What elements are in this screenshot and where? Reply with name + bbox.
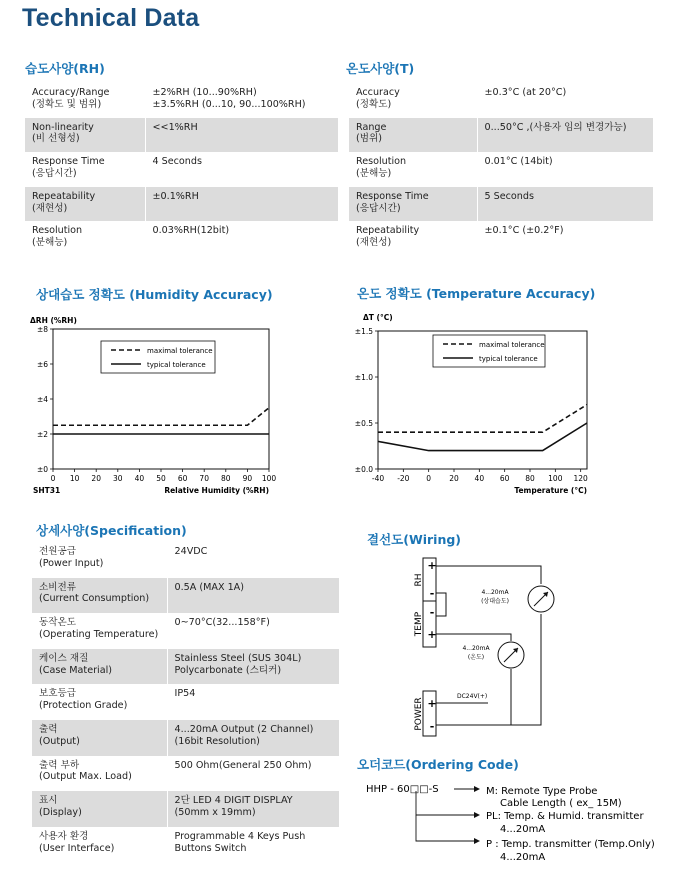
power-minus-terminal: - — [429, 720, 435, 733]
option-p-detail: 4...20mA — [500, 852, 546, 863]
spec-label: Resolution (분해능) — [25, 221, 145, 256]
spec-label: 사용자 환경 (User Interface) — [32, 827, 167, 863]
specification-table — [32, 542, 339, 862]
rh-terminal-label: RH — [414, 573, 424, 587]
x-tick-label: -20 — [397, 474, 410, 483]
x-tick-label: 80 — [221, 474, 231, 483]
option-pl-detail: 4...20mA — [500, 824, 546, 835]
spec-label: Range (범위) — [349, 118, 477, 153]
x-tick-label: 100 — [261, 474, 277, 483]
spec-label: 출력 (Output) — [32, 720, 167, 756]
humidity-spec-table — [25, 83, 338, 256]
humidity-spec-row — [25, 152, 338, 187]
x-axis-label: Relative Humidity (%RH) — [164, 486, 269, 495]
legend-label: maximal tolerance — [479, 341, 545, 349]
spec-label: 보호등급 (Protection Grade) — [32, 684, 167, 720]
supply-label: DC24V(+) — [457, 693, 488, 700]
spec-value: 4...20mA Output (2 Channel) (16bit Resolution) — [167, 720, 339, 756]
spec-value: 2단 LED 4 DIGIT DISPLAY (50mm x 19mm) — [167, 791, 339, 827]
temp-terminal-label: TEMP — [414, 611, 424, 637]
spec-value: 0...50°C ,(사용자 임의 변경가능) — [477, 118, 653, 153]
spec-value: 0.03%RH(12bit) — [152, 225, 230, 237]
x-tick-label: 50 — [156, 474, 166, 483]
spec-label: 출력 부하 (Output Max. Load) — [32, 756, 167, 792]
option-pl: PL: Temp. & Humid. transmitter — [486, 811, 644, 822]
x-tick-label: -40 — [371, 474, 385, 483]
spec-value: ±0.3°C (at 20°C) — [484, 87, 567, 98]
y-tick-label: ±8 — [36, 325, 48, 334]
y-tick-label: ±0.0 — [354, 465, 373, 474]
y-axis-label: ΔRH (%RH) — [30, 316, 77, 325]
y-axis-label: ΔT (°C) — [363, 313, 393, 322]
temperature-spec-row — [349, 187, 653, 222]
x-tick-label: 20 — [449, 474, 459, 483]
x-tick-label: 60 — [177, 474, 188, 483]
option-p: P : Temp. transmitter (Temp.Only) — [486, 839, 655, 850]
spec-value: Programmable 4 Keys Push Buttons Switch — [174, 830, 306, 854]
x-tick-label: 80 — [525, 474, 535, 483]
y-tick-label: ±6 — [36, 360, 48, 369]
humidity-spec-row — [25, 83, 338, 118]
spec-value: ±2%RH (10...90%RH) ±3.5%RH (0...10, 90...100%RH) — [152, 87, 306, 110]
maximal-tolerance-line — [378, 405, 587, 433]
y-tick-label: ±0 — [36, 465, 48, 474]
temp-plus-terminal: + — [427, 628, 437, 641]
y-tick-label: ±4 — [36, 395, 48, 404]
spec-value: 5 Seconds — [477, 187, 653, 222]
spec-value: 24VDC — [174, 546, 208, 557]
x-tick-label: 40 — [134, 474, 145, 483]
spec-label: Repeatability (재현성) — [349, 221, 477, 256]
spec-label: Accuracy (정확도) — [349, 83, 477, 118]
sensor-label: SHT31 — [33, 486, 61, 495]
spec-label: 전원공급 (Power Input) — [32, 542, 167, 578]
spec-label: Accuracy/Range (정확도 및 범위) — [25, 83, 145, 118]
specification-row — [32, 542, 339, 578]
y-tick-label: ±0.5 — [354, 419, 373, 428]
spec-label: 표시 (Display) — [32, 791, 167, 827]
temperature-spec-row — [349, 152, 653, 187]
rh-output-label: 4...20mA — [481, 589, 509, 596]
spec-value: Stainless Steel (SUS 304L) Polycarbonate (스티커) — [167, 649, 339, 685]
y-tick-label: ±1.5 — [354, 327, 373, 336]
x-tick-label: 60 — [499, 474, 510, 483]
wiring-title: 결선도(Wiring) — [367, 532, 462, 547]
humidity-chart-title: 상대습도 정확도 (Humidity Accuracy) — [36, 287, 273, 302]
spec-value: IP54 — [174, 688, 196, 700]
specification-row — [32, 756, 339, 792]
spec-label: Repeatability (재현성) — [25, 187, 145, 222]
spec-label: Response Time (응답시간) — [349, 187, 477, 222]
spec-value: ±0.1°C (±0.2°F) — [484, 225, 564, 237]
spec-label: Response Time (응답시간) — [25, 152, 145, 187]
x-tick-label: 30 — [113, 474, 123, 483]
x-axis-label: Temperature (°C) — [514, 486, 587, 495]
temp-output-sublabel: (온도) — [467, 654, 485, 661]
spec-label: 케이스 재질 (Case Material) — [32, 649, 167, 685]
x-tick-label: 120 — [573, 474, 588, 483]
rh-minus-terminal: - — [429, 587, 435, 600]
temperature-spec-row — [349, 118, 653, 153]
temp-output-label: 4...20mA — [462, 645, 490, 652]
spec-label: Resolution (분해능) — [349, 152, 477, 187]
ordering-code-title: 오더코드(Ordering Code) — [357, 757, 519, 772]
maximal-tolerance-line — [53, 408, 269, 426]
spec-value: 0~70°C(32...158°F) — [174, 617, 270, 629]
ordering-code-diagram — [340, 775, 670, 867]
spec-value: 4 Seconds — [152, 156, 202, 168]
humidity-spec-row — [25, 187, 338, 222]
option-m-detail: Cable Length ( ex_ 15M) — [500, 798, 622, 809]
humidity-spec-row — [25, 118, 338, 153]
page-title: Technical Data — [22, 4, 200, 32]
ordering-code-text: HHP - 60□□-S — [366, 784, 439, 795]
humidity-spec-title: 습도사양(RH) — [25, 61, 105, 76]
x-tick-label: 10 — [69, 474, 80, 483]
x-tick-label: 90 — [242, 474, 253, 483]
legend-label: maximal tolerance — [147, 347, 213, 355]
spec-label: Non-linearity (비 선형성) — [25, 118, 145, 153]
temp-minus-terminal: - — [429, 606, 435, 619]
option-m: M: Remote Type Probe — [486, 786, 598, 797]
specification-row — [32, 720, 339, 756]
y-tick-label: ±2 — [36, 430, 48, 439]
humidity-accuracy-chart — [25, 310, 295, 505]
temperature-spec-row — [349, 221, 653, 256]
specification-row — [32, 649, 339, 685]
legend-label: typical tolerance — [479, 355, 538, 363]
power-terminal-label: POWER — [414, 697, 424, 731]
specification-row — [32, 791, 339, 827]
spec-value: <<1%RH — [145, 118, 338, 153]
x-tick-label: 70 — [199, 474, 209, 483]
x-tick-label: 0 — [50, 474, 56, 483]
temperature-spec-row — [349, 83, 653, 118]
specification-row — [32, 827, 339, 863]
temperature-chart-title: 온도 정확도 (Temperature Accuracy) — [357, 286, 596, 301]
wiring-diagram — [410, 548, 600, 748]
specification-row — [32, 613, 339, 649]
temperature-spec-table — [349, 83, 653, 256]
spec-value: 500 Ohm(General 250 Ohm) — [174, 759, 312, 771]
legend-label: typical tolerance — [147, 361, 206, 369]
specification-row — [32, 578, 339, 614]
temperature-accuracy-chart — [345, 308, 595, 508]
temperature-spec-title: 온도사양(T) — [346, 61, 415, 76]
rh-output-sublabel: (상대습도) — [481, 598, 509, 605]
x-tick-label: 0 — [426, 474, 432, 483]
specification-title: 상세사양(Specification) — [36, 523, 187, 538]
specification-row — [32, 684, 339, 720]
y-tick-label: ±1.0 — [354, 373, 373, 382]
rh-plus-terminal: + — [427, 559, 437, 572]
spec-label: 동작온도 (Operating Temperature) — [32, 613, 167, 649]
x-tick-label: 20 — [91, 474, 101, 483]
humidity-spec-row — [25, 221, 338, 256]
typical-tolerance-line — [378, 423, 587, 451]
spec-value: 0.5A (MAX 1A) — [167, 578, 339, 614]
x-tick-label: 40 — [474, 474, 485, 483]
spec-label: 소비전류 (Current Consumption) — [32, 578, 167, 614]
power-plus-terminal: + — [427, 697, 437, 710]
x-tick-label: 100 — [548, 474, 563, 483]
spec-value: 0.01°C (14bit) — [484, 156, 553, 168]
spec-value: ±0.1%RH — [145, 187, 338, 222]
